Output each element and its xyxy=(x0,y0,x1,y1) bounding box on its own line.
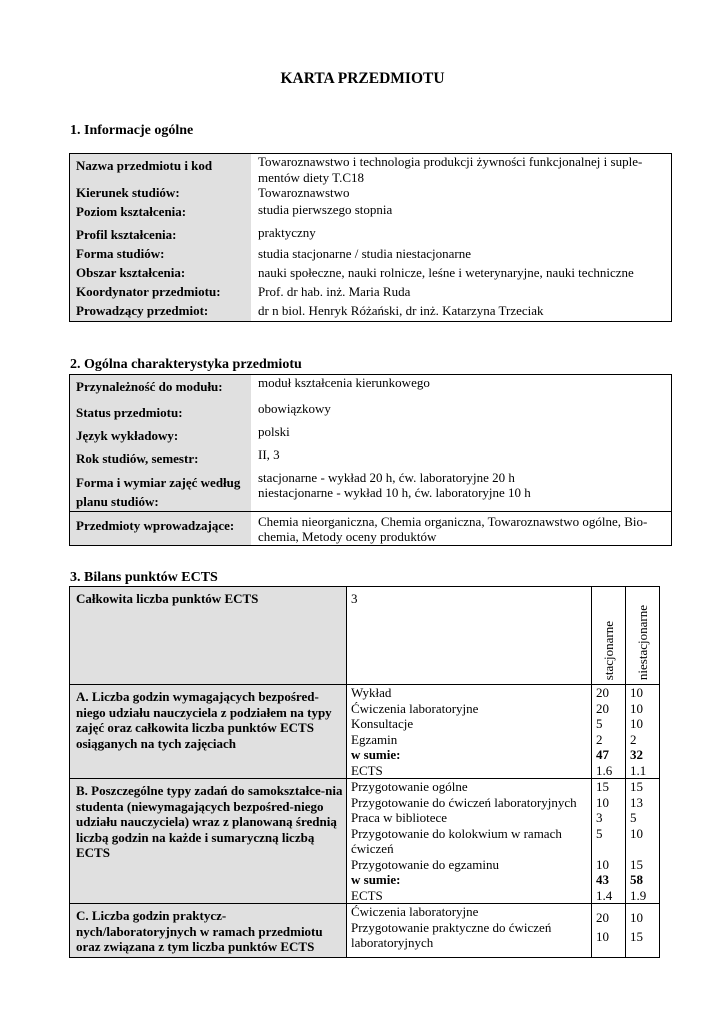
info-key: Forma studiów: xyxy=(70,244,252,263)
info-value: studia stacjonarne / studia niestacjonarne xyxy=(258,246,471,261)
info-key: Przynależność do modułu: xyxy=(70,375,252,399)
info-value: praktyczny xyxy=(258,225,316,240)
info-key: Koordynator przedmiotu: xyxy=(70,282,252,301)
ects-total-label: Całkowita liczba punktów ECTS xyxy=(70,587,347,685)
item: Przygotowanie do kolokwium w ramach ćwiczeń xyxy=(351,825,562,856)
info-key: Przedmioty wprowadzające: xyxy=(70,511,252,545)
info-value: polski xyxy=(258,423,290,439)
section3-heading: 3. Bilans punktów ECTS xyxy=(70,570,218,585)
general-info-table xyxy=(69,153,672,322)
info-key: Rok studiów, semestr: xyxy=(70,445,252,468)
ects-block-a-label: A. Liczba godzin wymagających bezpośred-niego udziału nauczyciela z podziałem na typy zajęć oraz całkowita liczba punktów ECTS osiąganych na tych zajęciach xyxy=(70,685,347,779)
item: Konsultacje xyxy=(351,716,414,731)
item-ects: ECTS xyxy=(351,887,383,903)
item-sum: w sumie: xyxy=(351,872,401,887)
item-sum: w sumie: xyxy=(351,747,401,762)
info-value: nauki społeczne, nauki rolnicze, leśne i weterynaryjne, nauki techniczne xyxy=(258,265,634,280)
ects-block-b-stac: 15 10 3 5 10 43 1.4 xyxy=(592,779,626,904)
item: Praca w bibliotece xyxy=(351,810,448,825)
ects-block-a-niestac: 10 10 10 2 32 1.1 xyxy=(626,685,660,779)
info-value: stacjonarne - wykład 20 h, ćw. laboratoryjne 20 h niestacjonarne - wykład 10 h, ćw. laboratoryjne 10 h xyxy=(258,469,531,500)
ects-block-c-niestac: 10 15 xyxy=(626,904,660,958)
characteristics-table xyxy=(69,374,672,546)
info-value: II, 3 xyxy=(258,446,280,462)
item: Wykład xyxy=(351,685,392,700)
ects-block-c-label: C. Liczba godzin praktycz-nych/laboratoryjnych w ramach przedmiotu oraz związana z tym liczba punktów ECTS xyxy=(70,904,347,958)
column-header-niestacjonarne: niestacjonarne xyxy=(634,604,650,680)
info-value: Chemia nieorganiczna, Chemia organiczna, Towaroznawstwo ogólne, Bio-chemia, Metody oceny produktów xyxy=(258,513,648,544)
column-header-stacjonarne: stacjonarne xyxy=(600,620,616,680)
ects-block-a-items xyxy=(347,685,592,779)
info-key: Kierunek studiów: xyxy=(70,185,252,202)
item: Ćwiczenia laboratoryjne xyxy=(351,700,479,716)
info-key: Status przedmiotu: xyxy=(70,399,252,422)
info-value: Prof. dr hab. inż. Maria Ruda xyxy=(258,284,411,299)
ects-table xyxy=(69,586,660,958)
info-key: Język wykładowy: xyxy=(70,422,252,445)
ects-total-value: 3 xyxy=(347,587,592,685)
section2-heading: 2. Ogólna charakterystyka przedmiotu xyxy=(70,357,302,372)
info-key: Nazwa przedmiotu i kod xyxy=(70,154,252,186)
item-ects: ECTS xyxy=(351,762,383,778)
item: Przygotowanie praktyczne do ćwiczeń laboratoryjnych xyxy=(351,919,552,950)
item: Egzamin xyxy=(351,731,398,747)
ects-block-c-items xyxy=(347,904,592,958)
info-key: Obszar kształcenia: xyxy=(70,263,252,282)
info-key: Profil kształcenia: xyxy=(70,223,252,244)
document-title: KARTA PRZEDMIOTU xyxy=(280,70,445,87)
item: Przygotowanie do egzaminu xyxy=(351,856,500,872)
info-value: moduł kształcenia kierunkowego xyxy=(258,375,430,390)
ects-block-b-label: B. Poszczególne typy zadań do samokształce-nia studenta (niewymagających bezpośred-niego udziału nauczyciela) wraz z planowaną średnią liczbą godzin na każde i sumaryczną liczbą ECTS xyxy=(70,779,347,904)
ects-block-c-stac: 20 10 xyxy=(592,904,626,958)
item: Ćwiczenia laboratoryjne xyxy=(351,904,479,919)
info-value: dr n biol. Henryk Różański, dr inż. Katarzyna Trzeciak xyxy=(258,303,544,318)
section1-heading: 1. Informacje ogólne xyxy=(70,123,194,138)
info-value: obowiązkowy xyxy=(258,400,331,416)
ects-block-a-stac: 20 20 5 2 47 1.6 xyxy=(592,685,626,779)
ects-block-b-items xyxy=(347,779,592,904)
item: Przygotowanie ogólne xyxy=(351,779,468,794)
ects-block-b-niestac: 15 13 5 10 15 58 1.9 xyxy=(626,779,660,904)
info-key: Forma i wymiar zajęć według planu studiów: xyxy=(70,468,252,512)
info-value: Towaroznawstwo i technologia produkcji żywności funkcjonalnej i suple-mentów diety T.C18 xyxy=(258,154,643,185)
info-value: Towaroznawstwo xyxy=(258,185,350,200)
info-key: Prowadzący przedmiot: xyxy=(70,301,252,321)
info-value: studia pierwszego stopnia xyxy=(258,202,393,217)
item: Przygotowanie do ćwiczeń laboratoryjnych xyxy=(351,794,577,810)
info-key: Poziom kształcenia: xyxy=(70,202,252,223)
